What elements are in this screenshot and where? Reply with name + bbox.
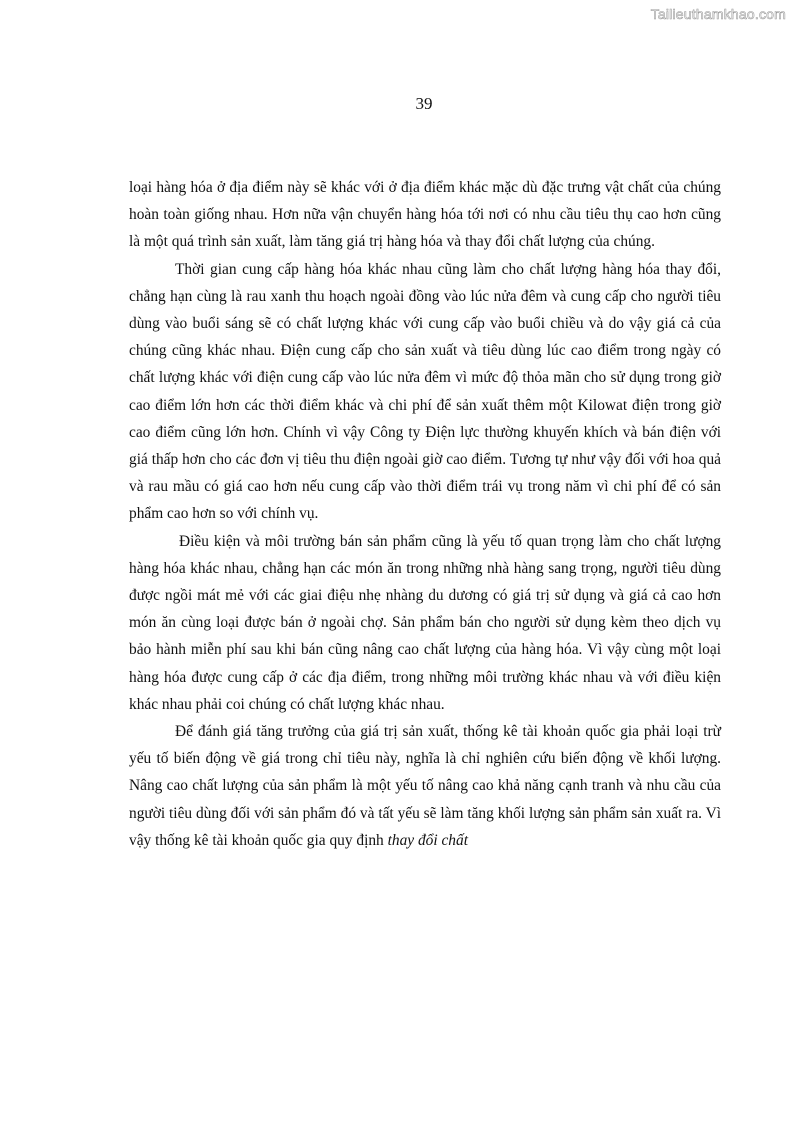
page-number: 39	[415, 94, 433, 113]
paragraph-1: loại hàng hóa ở địa điểm này sẽ khác với ở địa điểm khác mặc dù đặc trưng vật chất của chúng hoàn toàn giống nhau. Hơn nữa vận chuyển hàng hóa tới nơi có nhu cầu tiêu thụ cao hơn cũng là một quá trình sản xuất, làm tăng giá trị hàng hóa và thay đổi chất lượng của chúng.	[129, 179, 721, 251]
paragraph-4-text: Để đánh giá tăng trưởng của giá trị sản xuất, thống kê tài khoản quốc gia phải loại trừ yếu tố biến động về giá trong chỉ tiêu này, nghĩa là chỉ nghiên cứu biến động về khối lượng. Nâng cao chất lượng của sản phẩm là một yếu tố nâng cao khả năng cạnh tranh và nhu cầu của người tiêu dùng đối với sản phẩm đó và tất yếu sẽ làm tăng khối lượng sản phẩm sản xuất ra. Vì vậy thống kê tài khoản quốc gia quy định	[129, 723, 721, 849]
document-body	[129, 174, 721, 854]
paragraph-3: Điều kiện và môi trường bán sản phẩm cũng là yếu tố quan trọng làm cho chất lượng hàng hóa khác nhau, chẳng hạn các món ăn trong những nhà hàng sang trọng, người tiêu dùng được ngồi mát mẻ với các giai điệu nhẹ nhàng du dương có giá trị sử dụng và giá cả cao hơn món ăn cùng loại được bán ở ngoài chợ. Sản phẩm bán cho người sử dụng kèm theo dịch vụ bảo hành miễn phí sau khi bán cũng nâng cao chất lượng của hàng hóa. Vì vậy cùng một loại hàng hóa được cung cấp ở các địa điểm, trong những môi trường khác nhau và với điều kiện khác nhau phải coi chúng có chất lượng khác nhau.	[129, 532, 721, 713]
paragraph-2: Thời gian cung cấp hàng hóa khác nhau cũng làm cho chất lượng hàng hóa thay đổi, chẳng hạn cùng là rau xanh thu hoạch ngoài đồng vào lúc nửa đêm và cung cấp cho người tiêu dùng vào buổi sáng sẽ có chất lượng khác với cung cấp vào buổi chiều và do vậy giá cả của chúng cũng khác nhau. Điện cung cấp cho sản xuất và tiêu dùng lúc cao điểm trong ngày có chất lượng khác với điện cung cấp vào lúc nửa đêm vì mức độ thỏa mãn cho sử dụng trong giờ cao điểm lớn hơn các thời điểm khác và chi phí để sản xuất thêm một Kilowat điện trong giờ cao điểm cũng lớn hơn. Chính vì vậy Công ty Điện lực thường khuyến khích và bán điện với giá thấp hơn cho các đơn vị tiêu thu điện ngoài giờ cao điểm. Tương tự như vậy đối với hoa quả và rau mầu có giá cao hơn nếu cung cấp vào thời điểm trái vụ trong năm vì chi phí để có sản phẩm cao hơn so với chính vụ.	[129, 260, 721, 523]
paragraph-4	[129, 718, 721, 854]
watermark-text: Tailieuthamkhao.com	[650, 6, 786, 22]
paragraph-4-italic-text: thay đổi chất	[387, 831, 468, 849]
